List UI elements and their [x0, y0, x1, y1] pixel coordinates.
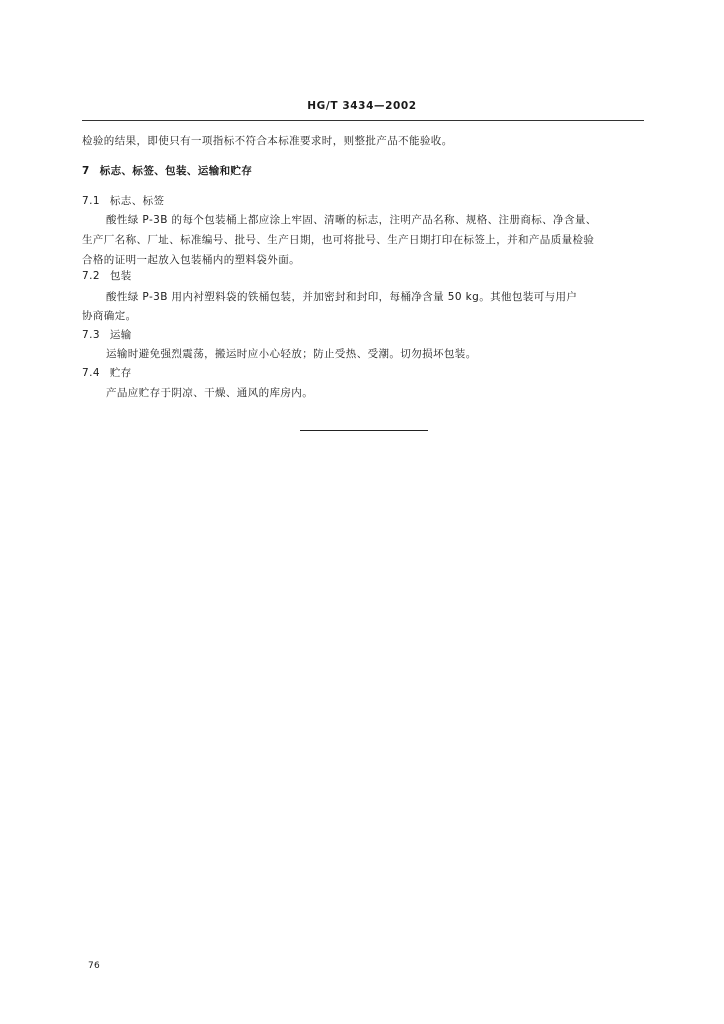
section-7-2-heading: [82, 269, 132, 283]
paragraph-line: 酸性绿 P-3B 用内衬塑料袋的铁桶包装，并加密封和封印，每桶净含量 50 kg。其他包装可与用户: [106, 291, 578, 303]
paragraph-line: 酸性绿 P-3B 的每个包装桶上都应涂上牢固、清晰的标志，注明产品名称、规格、注册商标、净含量、: [106, 214, 597, 226]
end-of-text-rule: [300, 430, 428, 431]
section-title: 标志、标签: [109, 195, 165, 207]
section-7-3-heading: [82, 328, 132, 342]
paragraph-line: 协商确定。: [82, 310, 137, 322]
section-title: 包装: [109, 270, 132, 282]
section-title: 标志、标签、包装、运输和贮存: [99, 165, 253, 177]
paragraph-line: 合格的证明一起放入包装桶内的塑料袋外面。: [82, 254, 300, 266]
section-title: 贮存: [109, 367, 132, 379]
paragraph-line: 生产厂名称、厂址、标准编号、批号、生产日期，也可将批号、生产日期打印在标签上，并和产品质量检验: [82, 234, 595, 246]
section-number: 7.4: [82, 367, 100, 379]
section-number: 7.2: [82, 270, 100, 282]
section-7-4-heading: [82, 366, 132, 380]
section-7-heading: [82, 164, 252, 178]
paragraph-line: 运输时避免强烈震荡，搬运时应小心轻放；防止受热、受潮。切勿损坏包装。: [106, 348, 477, 360]
header-divider: [82, 120, 644, 121]
section-number: 7.3: [82, 329, 100, 341]
page-number: 76: [88, 961, 101, 971]
section-number: 7: [82, 165, 90, 177]
section-title: 运输: [109, 329, 132, 341]
paragraph-line: 产品应贮存于阴凉、干燥、通风的库房内。: [106, 387, 314, 399]
section-7-1-heading: [82, 194, 164, 208]
section-number: 7.1: [82, 195, 100, 207]
continuation-text: 检验的结果，即使只有一项指标不符合本标准要求时，则整批产品不能验收。: [82, 135, 453, 147]
standard-code: HG/T 3434—2002: [307, 100, 417, 112]
